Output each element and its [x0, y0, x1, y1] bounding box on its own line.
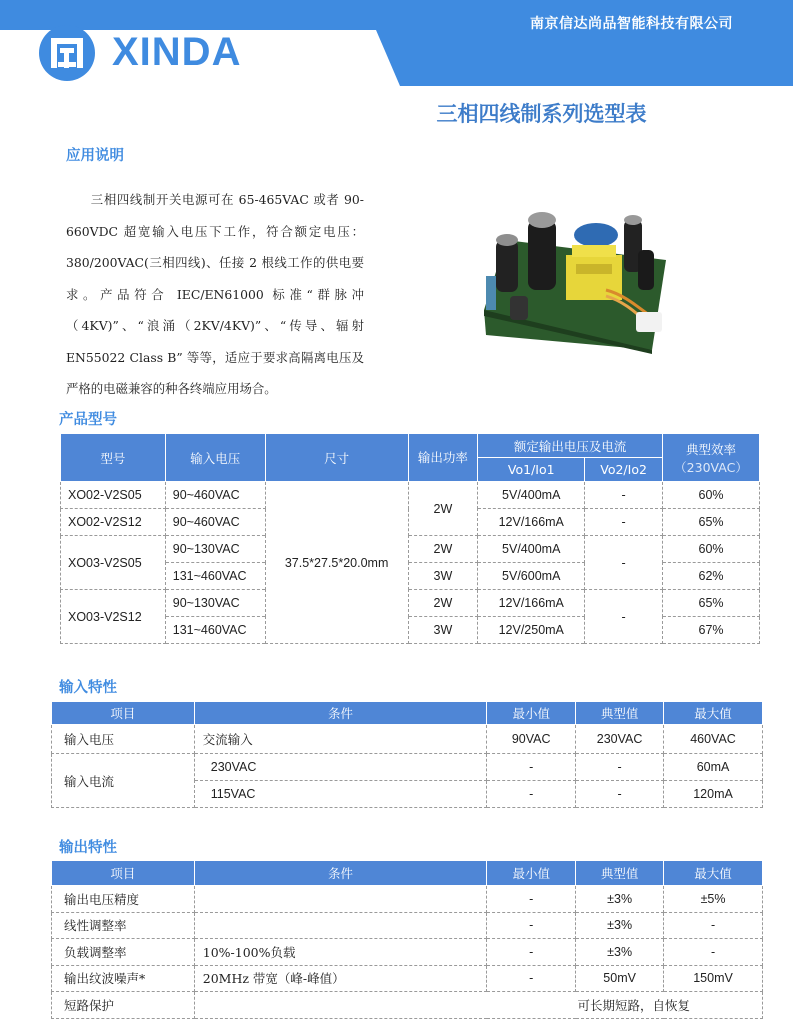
- power-cell: 2W: [408, 482, 478, 536]
- input-table: [51, 701, 763, 808]
- input-cell: 131~460VAC: [165, 563, 265, 590]
- col-min: 最小值: [487, 861, 576, 886]
- vo1-cell: 5V/600mA: [478, 563, 585, 590]
- input-cell: 90~130VAC: [165, 590, 265, 617]
- min-cell: -: [487, 886, 576, 913]
- max-cell: ±5%: [664, 886, 763, 913]
- vo1-cell: 5V/400mA: [478, 482, 585, 509]
- col-min: 最小值: [487, 702, 576, 725]
- power-cell: 3W: [408, 617, 478, 644]
- eff-cell: 62%: [663, 563, 760, 590]
- input-cell: 90~130VAC: [165, 536, 265, 563]
- min-cell: -: [487, 965, 576, 992]
- typ-cell: ±3%: [576, 886, 664, 913]
- col-condition: 条件: [194, 702, 487, 725]
- eff-cell: 67%: [663, 617, 760, 644]
- power-cell: 3W: [408, 563, 478, 590]
- max-cell: 460VAC: [664, 725, 763, 754]
- models-heading: 产品型号: [59, 412, 117, 428]
- typ-cell: -: [576, 781, 664, 808]
- power-cell: 2W: [408, 590, 478, 617]
- logo-text: XINDA: [112, 30, 242, 74]
- vo2-cell: -: [585, 536, 663, 590]
- col-vo1: Vo1/Io1: [478, 458, 585, 482]
- product-photo: [476, 200, 670, 354]
- col-efficiency-note: （230VAC）: [674, 459, 748, 475]
- model-cell: XO03-V2S12: [61, 590, 166, 644]
- eff-cell: 60%: [663, 536, 760, 563]
- item-cell: 输出电压精度: [52, 886, 195, 913]
- output-heading: 输出特性: [59, 840, 117, 856]
- max-cell: -: [664, 912, 763, 939]
- col-efficiency: [663, 434, 760, 482]
- col-typ: 典型值: [576, 702, 664, 725]
- power-cell: 2W: [408, 536, 478, 563]
- col-power: 输出功率: [408, 434, 478, 482]
- item-cell: 输入电压: [52, 725, 195, 754]
- typ-cell: ±3%: [576, 912, 664, 939]
- size-cell: 37.5*27.5*20.0mm: [265, 482, 408, 644]
- col-vo2: Vo2/Io2: [585, 458, 663, 482]
- header-banner: [0, 0, 793, 86]
- vo1-cell: 12V/166mA: [478, 509, 585, 536]
- model-cell: XO02-V2S12: [61, 509, 166, 536]
- eff-cell: 65%: [663, 509, 760, 536]
- min-cell: -: [487, 912, 576, 939]
- max-cell: 120mA: [664, 781, 763, 808]
- input-cell: 90~460VAC: [165, 509, 265, 536]
- vo2-cell: -: [585, 590, 663, 644]
- model-table: [60, 433, 760, 644]
- item-cell: 负载调整率: [52, 939, 195, 966]
- vo2-cell: -: [585, 509, 663, 536]
- typ-cell: 230VAC: [576, 725, 664, 754]
- condition-cell: 20MHz 带宽（峰-峰值）: [194, 965, 487, 992]
- item-cell: 线性调整率: [52, 912, 195, 939]
- short-circuit-value: 可长期短路，自恢复: [194, 992, 762, 1019]
- application-paragraph: 三相四线制开关电源可在 65-465VAC 或者 90-660VDC 超宽输入电压下工作，符合额定电压：380/200VAC(三相四线)、任接 2 根线工作的供电要求。产品符合 IEC/EN61000 标准“群脉冲（4KV)”、“浪涌（2KV/4KV)”、“传导、辐射 EN55022 Class B” 等等，适应于要求高隔离电压及严格的电磁兼容的种各终端应用场合。: [66, 192, 364, 396]
- output-table: [51, 860, 763, 1019]
- vo1-cell: 5V/400mA: [478, 536, 585, 563]
- col-item: 项目: [52, 861, 195, 886]
- min-cell: -: [487, 939, 576, 966]
- condition-cell: [194, 912, 487, 939]
- application-text: [66, 184, 364, 405]
- company-name: 南京信达尚品智能科技有限公司: [530, 16, 733, 32]
- col-input-voltage: 输入电压: [165, 434, 265, 482]
- condition-cell: 交流输入: [194, 725, 487, 754]
- col-efficiency-label: 典型效率: [686, 441, 737, 457]
- xinda-logo-icon: [38, 24, 96, 82]
- condition-cell: [194, 886, 487, 913]
- min-cell: -: [487, 781, 576, 808]
- col-rated-output: 额定输出电压及电流: [478, 434, 663, 458]
- min-cell: 90VAC: [487, 725, 576, 754]
- eff-cell: 65%: [663, 590, 760, 617]
- eff-cell: 60%: [663, 482, 760, 509]
- item-cell: 输出纹波噪声*: [52, 965, 195, 992]
- max-cell: 150mV: [664, 965, 763, 992]
- model-cell: XO02-V2S05: [61, 482, 166, 509]
- vo2-cell: -: [585, 482, 663, 509]
- condition-cell: 10%-100%负载: [194, 939, 487, 966]
- input-cell: 90~460VAC: [165, 482, 265, 509]
- max-cell: 60mA: [664, 754, 763, 781]
- min-cell: -: [487, 754, 576, 781]
- col-max: 最大值: [664, 861, 763, 886]
- col-max: 最大值: [664, 702, 763, 725]
- col-typ: 典型值: [576, 861, 664, 886]
- col-condition: 条件: [194, 861, 487, 886]
- vo1-cell: 12V/166mA: [478, 590, 585, 617]
- condition-cell: 115VAC: [194, 781, 487, 808]
- typ-cell: -: [576, 754, 664, 781]
- model-cell: XO03-V2S05: [61, 536, 166, 590]
- col-size: 尺寸: [265, 434, 408, 482]
- input-cell: 131~460VAC: [165, 617, 265, 644]
- input-heading: 输入特性: [59, 680, 117, 696]
- max-cell: -: [664, 939, 763, 966]
- typ-cell: ±3%: [576, 939, 664, 966]
- col-model: 型号: [61, 434, 166, 482]
- condition-cell: 230VAC: [194, 754, 487, 781]
- application-heading: 应用说明: [66, 148, 124, 164]
- vo1-cell: 12V/250mA: [478, 617, 585, 644]
- col-item: 项目: [52, 702, 195, 725]
- typ-cell: 50mV: [576, 965, 664, 992]
- item-cell: 输入电流: [52, 754, 195, 808]
- item-cell: 短路保护: [52, 992, 195, 1019]
- page-title: 三相四线制系列选型表: [436, 102, 647, 126]
